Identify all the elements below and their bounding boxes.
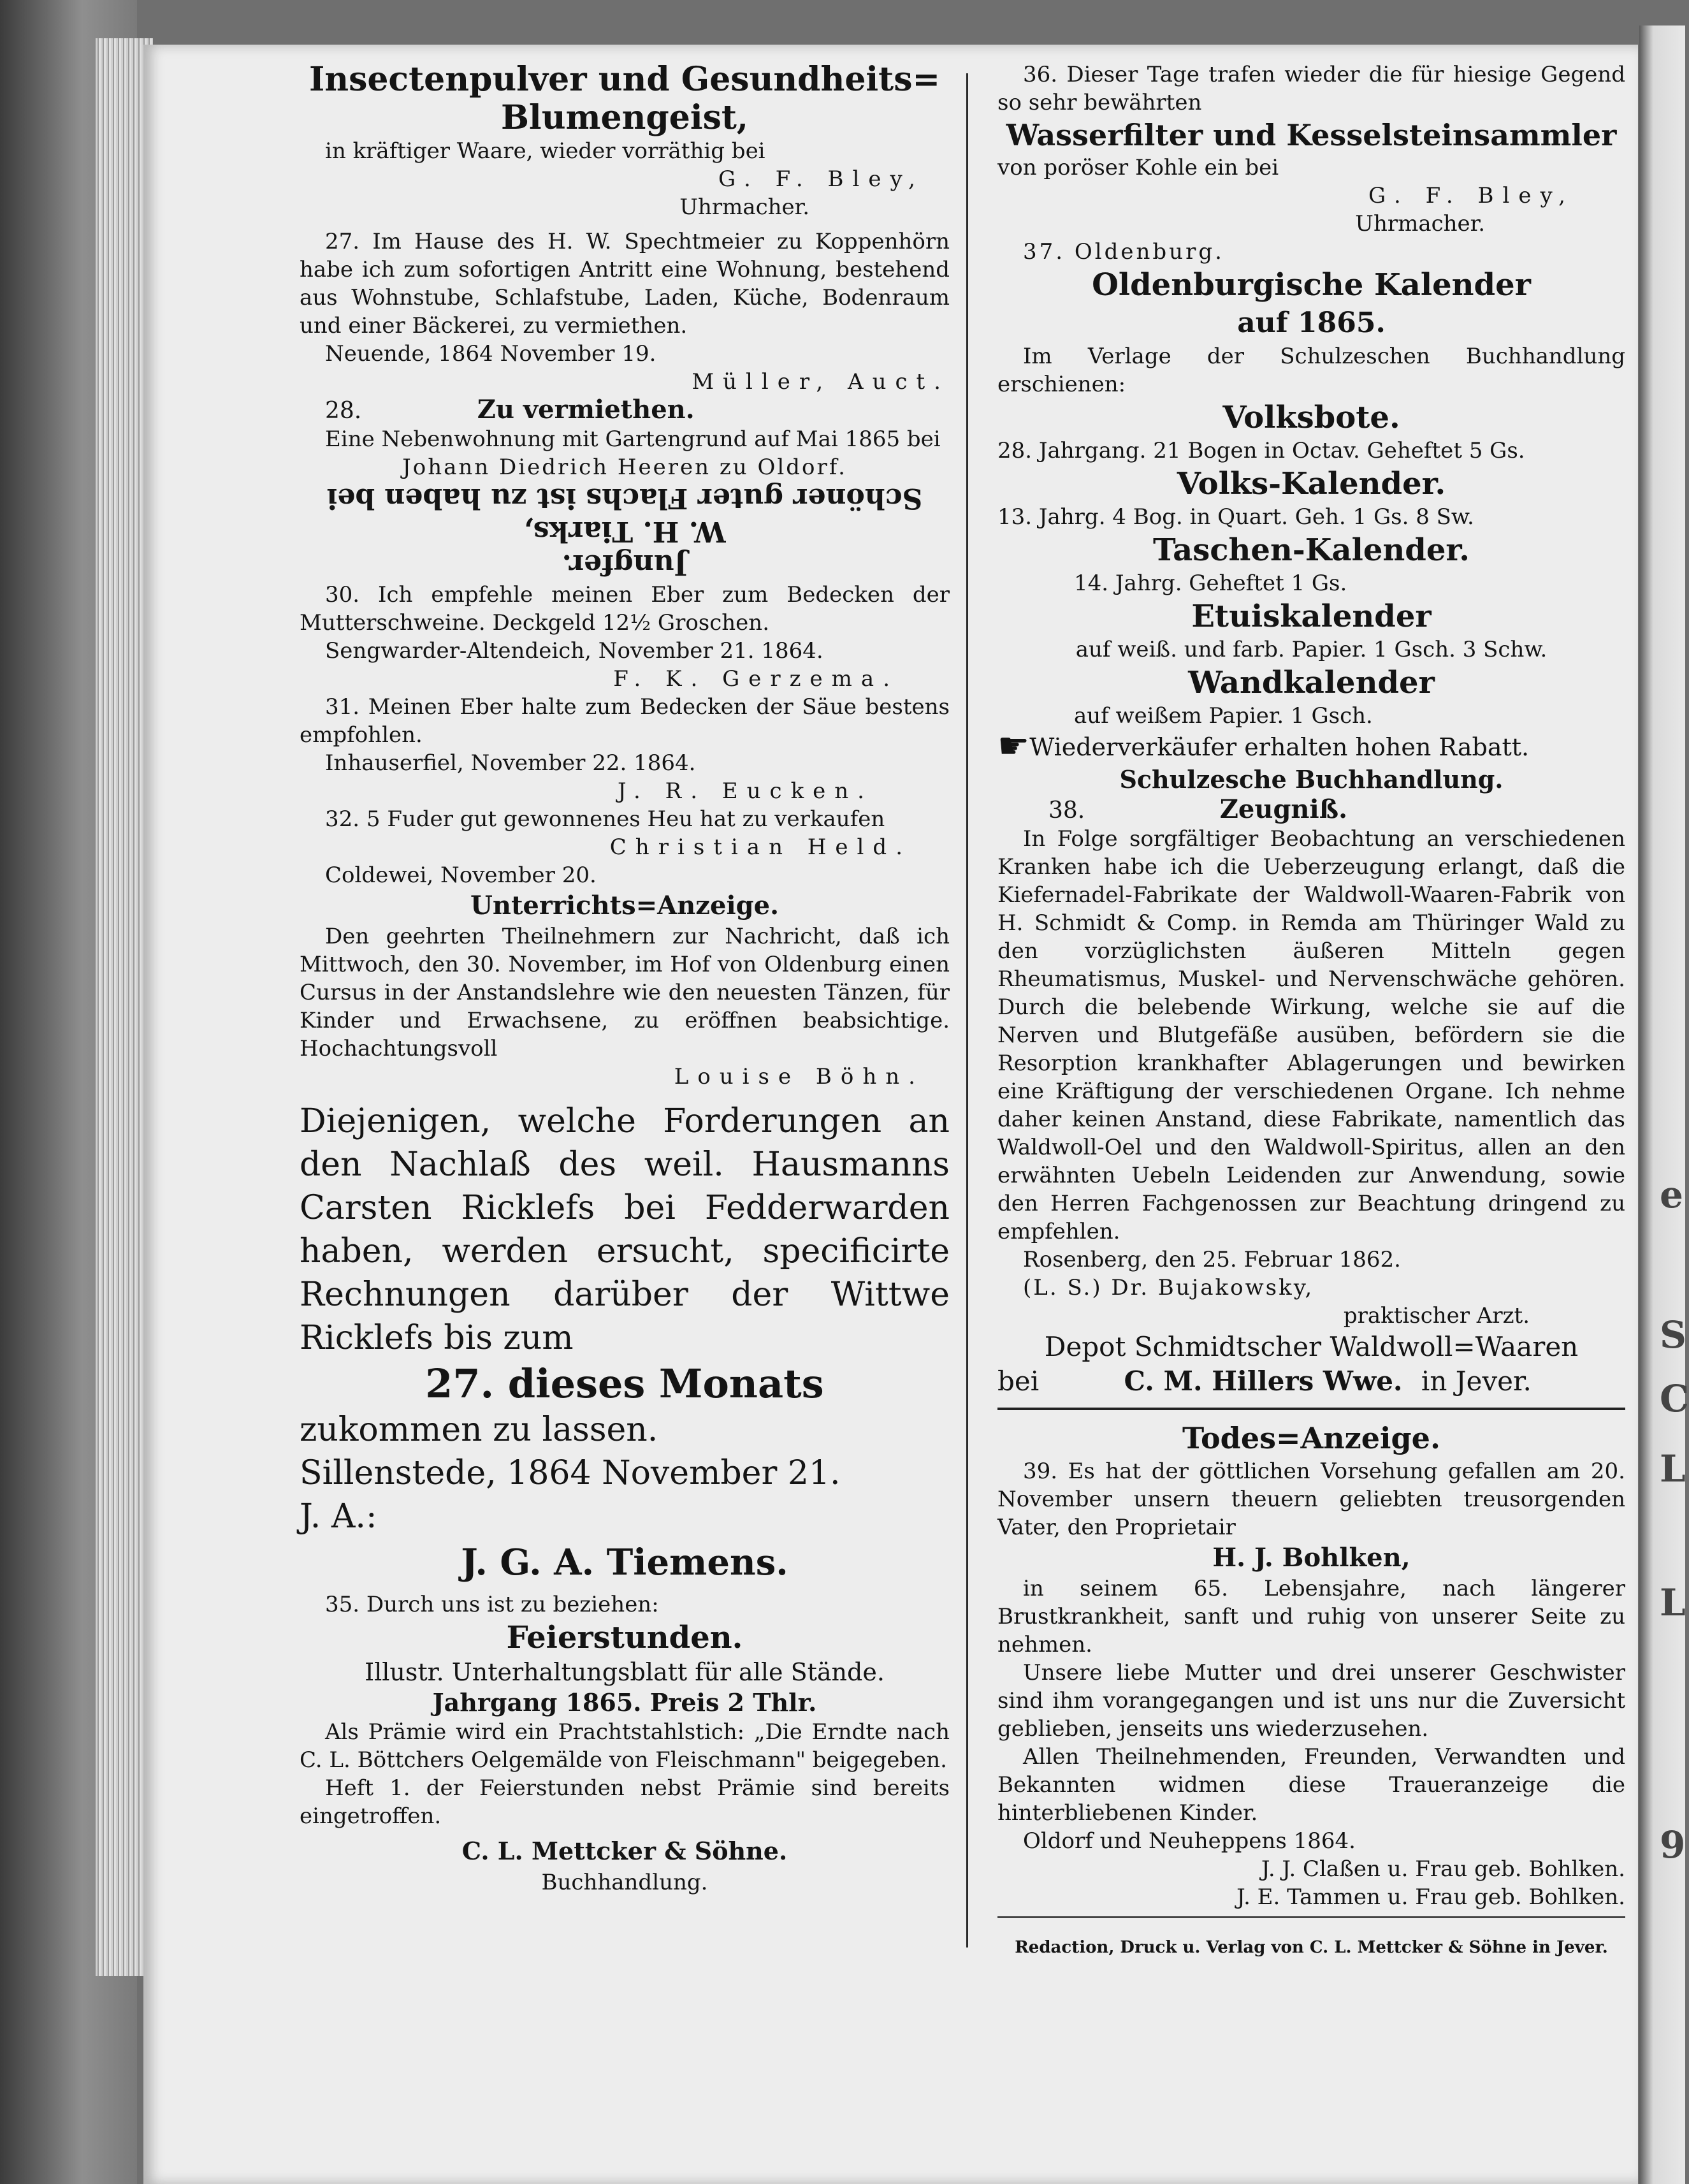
ad-35: [300, 1591, 950, 1896]
ad-title: Insectenpulver und Gesundheits=: [308, 60, 941, 99]
ad-text: Unsere liebe Mutter und drei unserer Geschwister sind ihm vorangegangen und ist uns nur die Zuversicht geblieben, jenseits uns wiederzusehen.: [997, 1660, 1625, 1742]
depot-line: Depot Schmidtscher Waldwoll=Waaren: [1044, 1331, 1579, 1362]
ad-title: Blumengeist,: [500, 98, 749, 137]
ad-text: Im Verlage der Schulzeschen Buchhandlung erschienen:: [997, 344, 1625, 397]
ad-title: Unterrichts=Anzeige.: [470, 891, 779, 921]
ad-signature-role: Uhrmacher.: [679, 194, 809, 220]
ad-signature: J. E. Tammen u. Frau geb. Bohlken.: [1236, 1884, 1625, 1910]
ad-text: 31. Meinen Eber halte zum Bedecken der Säue bestens empfohlen.: [300, 694, 950, 748]
ad-signature: J. R. Eucken.: [617, 778, 873, 804]
ad-30: [300, 581, 950, 693]
ad-text: Allen Theilnehmenden, Freunden, Verwandten und Bekannten widmen diese Traueranzeige die hinterbliebenen Kinder.: [997, 1744, 1625, 1826]
ad-title: Feierstunden.: [506, 1620, 743, 1656]
ad-text: Schöner guter Flachs ist zu haben bei: [326, 482, 923, 514]
ad-text: In Folge sorgfältiger Beobachtung an verschiedenen Kranken habe ich die Ueberzeugung erlangt, daß die Kiefernadel-Fabrikate der Waldwoll-Waaren-Fabrik von H. Schmidt & Comp. in Remda am Thüringer Wald zu den vorzüglichsten äußeren Mitteln gegen Rheumatismus, Muskel- und Nervenschwäche gehören. Durch die belebende Wirkung, welche sie auf die Nerven und Blutgefäße ausüben, befördern sie die Resorption krankhafter Ablagerungen und bewirken eine Kräftigung der verschiedenen Organe. Ich nehme daher keinen Anstand, diese Fabrikate, namentlich das Waldwoll-Oel und den Waldwoll-Spiritus, allen an den erwähnten Uebeln Leidenden zur Anwendung, sowie den Herren Fachgenossen zur Beachtung dringend zu empfehlen.: [997, 826, 1625, 1244]
column-divider: [966, 73, 968, 1947]
ad-signature: (L. S.) Dr. Bujakowsky,: [1023, 1275, 1314, 1300]
ad-text: Als Prämie wird ein Prachtstahlstich: „Die Erndte nach C. L. Böttchers Oelgemälde von Fleischmann" beigegeben.: [300, 1719, 950, 1773]
ad-29-upside-down: [300, 481, 950, 581]
ad-signature-prefix: J. A.:: [300, 1497, 377, 1536]
calendar-title: Taschen-Kalender.: [1153, 532, 1470, 568]
ad-text: Heft 1. der Feierstunden nebst Prämie sind bereits eingetroffen.: [300, 1775, 950, 1829]
ad-text: in seinem 65. Lebensjahre, nach längerer Brustkrankheit, sanft und ruhig von unserer Seite zu nehmen.: [997, 1576, 1625, 1657]
ad-text: W. H. Tiarks,: [523, 515, 726, 548]
ad-text: 37. Oldenburg.: [1023, 239, 1224, 265]
calendar-detail: 14. Jahrg. Geheftet 1 Gs.: [1074, 571, 1347, 596]
ad-text: 32. 5 Fuder gut gewonnenes Heu hat zu verkaufen: [325, 806, 885, 832]
calendar-title: Etuiskalender: [1191, 599, 1432, 634]
ad-place-date: Coldewei, November 20.: [325, 863, 597, 888]
ad-signature: F. K. Gerzema.: [613, 666, 899, 692]
ad-title: Oldenburgische Kalender: [1092, 267, 1531, 303]
calendar-detail: 13. Jahrg. 4 Bog. in Quart. Geh. 1 Gs. 8 Sw.: [997, 504, 1474, 530]
stray-letter: 9: [1660, 1823, 1686, 1867]
ad-33: [300, 889, 950, 1091]
ad-place-date: Rosenberg, den 25. Februar 1862.: [1023, 1247, 1401, 1272]
ad-deadline: 27. dieses Monats: [425, 1360, 824, 1407]
section-rule: [997, 1408, 1625, 1410]
ad-31: [300, 693, 950, 805]
ad-place-date: Sillenstede, 1864 November 21.: [300, 1454, 841, 1492]
ad-text: 27. Im Hause des H. W. Spechtmeier zu Koppenhörn habe ich zum sofortigen Antritt eine Wohnung, bestehend aus Wohnstube, Schlafstube, Laden, Küche, Bodenraum und einer Bäckerei, zu vermiethen.: [300, 229, 950, 339]
ad-signature: J. J. Claßen u. Frau geb. Bohlken.: [1261, 1856, 1625, 1882]
left-column: [300, 61, 950, 1896]
depot-firm: C. M. Hillers Wwe.: [1124, 1365, 1403, 1397]
ad-place-date: Oldorf und Neuheppens 1864.: [1023, 1828, 1356, 1854]
calendar-title: Volksbote.: [1222, 400, 1400, 435]
stray-letter: C: [1660, 1377, 1689, 1420]
ad-signature: Johann Diedrich Heeren zu Oldorf.: [402, 455, 847, 480]
ad-title: auf 1865.: [1237, 307, 1386, 339]
stray-letter: S: [1660, 1313, 1686, 1357]
ad-title: Zu vermiethen.: [477, 395, 695, 425]
deceased-name: H. J. Bohlken,: [1212, 1543, 1410, 1573]
ad-firm: Schulzesche Buchhandlung.: [1119, 765, 1504, 794]
ad-text: von poröser Kohle ein bei: [997, 155, 1279, 180]
ad-signature: Louise Böhn.: [674, 1064, 924, 1089]
calendar-detail: auf weiß. und farb. Papier. 1 Gsch. 3 Schw.: [1075, 637, 1548, 662]
stray-letter: e: [1660, 1173, 1683, 1216]
footer-rule: [997, 1916, 1625, 1918]
ad-28: [300, 396, 950, 481]
depot-place: in Jever.: [1421, 1365, 1532, 1397]
ad-text: in kräftiger Waare, wieder vorräthig bei: [325, 138, 765, 164]
calendar-detail: 28. Jahrgang. 21 Bogen in Octav. Geheftet 5 Gs.: [997, 438, 1525, 463]
ad-title: Todes=Anzeige.: [1182, 1421, 1440, 1455]
ad-signature: J. G. A. Tiemens.: [461, 1541, 788, 1583]
ad-37: [997, 238, 1625, 796]
ad-27: [300, 228, 950, 396]
ad-text: Den geehrten Theilnehmern zur Nachricht, daß ich Mittwoch, den 30. November, im Hof von Oldenburg einen Cursus in der Anstandslehre wie den neuesten Tänzen, für Kinder und Erwachsene, zu eröffnen beabsichtige. Hochachtungsvoll: [300, 924, 950, 1061]
ad-firm-role: Buchhandlung.: [541, 1870, 708, 1895]
ad-number: 38.: [1048, 797, 1085, 824]
ad-place-date: Neuende, 1864 November 19.: [325, 341, 656, 367]
stray-letter: L: [1660, 1581, 1686, 1624]
ad-text: Eine Nebenwohnung mit Gartengrund auf Mai 1865 bei: [325, 426, 941, 452]
ad-text: 39. Es hat der göttlichen Vorsehung gefallen am 20. November unsern theuern geliebten treusorgenden Vater, den Proprietair: [997, 1459, 1625, 1540]
calendar-title: Volks-Kalender.: [1177, 466, 1446, 502]
calendar-detail: auf weißem Papier. 1 Gsch.: [1074, 703, 1373, 729]
ad-text: 35. Durch uns ist zu beziehen:: [325, 1592, 659, 1617]
ad-signature: G. F. Bley,: [718, 166, 924, 192]
ad-text: Diejenigen, welche Forderungen an den Nachlaß des weil. Hausmanns Carsten Ricklefs bei Fedderwarden haben, werden ersucht, specificirte Rechnungen darüber der Wittwe Ricklefs bis zum: [300, 1102, 950, 1357]
right-column: [997, 61, 1625, 1977]
stray-letter: L: [1660, 1447, 1686, 1490]
ad-subtitle: Illustr. Unterhaltungsblatt für alle Stände.: [365, 1658, 885, 1686]
ad-text: zukommen zu lassen.: [300, 1411, 658, 1449]
ad-place-date: Inhauserfiel, November 22. 1864.: [325, 750, 696, 776]
ad-36: [997, 61, 1625, 238]
ad-text: 30. Ich empfehle meinen Eber zum Bedecken der Mutterschweine. Deckgeld 12½ Groschen.: [300, 582, 950, 636]
rabatt-note: Wiederverkäufer erhalten hohen Rabatt.: [1029, 733, 1530, 761]
ad-number: 28.: [325, 398, 362, 424]
ad-signature: G. F. Bley,: [1368, 183, 1574, 208]
ad-firm: C. L. Mettcker & Söhne.: [461, 1837, 788, 1865]
imprint-footer: Redaction, Druck u. Verlag von C. L. Mettcker & Söhne in Jever.: [1015, 1938, 1608, 1957]
ad-text: Jungfer.: [562, 548, 688, 581]
ad-32: [300, 805, 950, 889]
calendar-title: Wandkalender: [1188, 665, 1435, 701]
ad-price: Jahrgang 1865. Preis 2 Thlr.: [432, 1688, 817, 1717]
ad-39-obituary: [997, 1419, 1625, 1911]
depot-prefix: bei: [997, 1365, 1040, 1397]
ad-34: [300, 1100, 950, 1587]
ad-place-date: Sengwarder-Altendeich, November 21. 1864.: [325, 638, 823, 664]
ad-text: 36. Dieser Tage trafen wieder die für hiesige Gegend so sehr bewährten: [997, 62, 1625, 115]
ad-38: [997, 796, 1625, 1399]
pointing-hand-icon: ☛: [997, 725, 1030, 767]
ad-title: Zeugniß.: [1219, 794, 1348, 824]
ad-signature: Christian Held.: [609, 834, 911, 860]
ad-signature-role: Uhrmacher.: [1355, 211, 1485, 237]
ad-title: Wasserfilter und Kesselsteinsammler: [1006, 118, 1617, 152]
ad-signature-role: praktischer Arzt.: [1343, 1303, 1530, 1329]
ad-insectenpulver: [300, 61, 950, 221]
ad-signature: Müller, Auct.: [692, 369, 950, 395]
